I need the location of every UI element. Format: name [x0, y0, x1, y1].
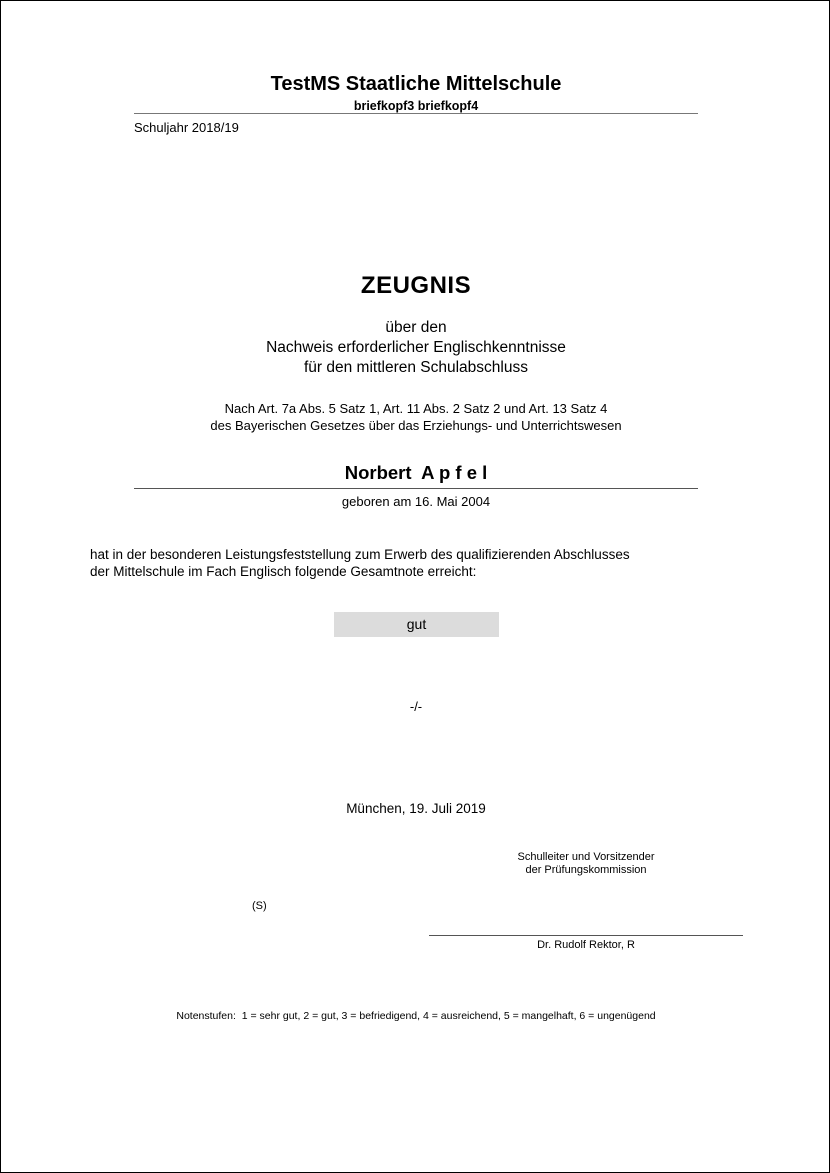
subtitle-line: für den mittleren Schulabschluss [303, 359, 528, 376]
student-name: Norbert A p f e l [344, 462, 488, 483]
legal-basis [1, 400, 830, 434]
signer-role-line: Schulleiter und Vorsitzender [517, 851, 655, 863]
subtitle-line: über den [385, 319, 447, 336]
statement-line: der Mittelschule im Fach Englisch folgende Gesamtnote erreicht: [90, 564, 477, 579]
header-divider [134, 113, 698, 114]
legal-line: des Bayerischen Gesetzes über das Erziehungs- und Unterrichtswesen [210, 418, 622, 433]
certificate-subtitle [1, 318, 830, 378]
signer-name: Dr. Rudolf Rektor, R [537, 939, 635, 951]
seal-marker: (S) [252, 900, 267, 912]
grade-box: gut [334, 612, 499, 637]
subtitle-line: Nachweis erforderlicher Englischkenntnisse [266, 339, 566, 356]
signer-role [486, 851, 686, 877]
grading-scale: Notenstufen: 1 = sehr gut, 2 = gut, 3 = befriedigend, 4 = ausreichend, 5 = mangelhaft, 6 = ungenügend [176, 1010, 656, 1022]
achievement-statement [90, 546, 750, 580]
signer-role-line: der Prüfungskommission [525, 864, 647, 876]
birth-date: geboren am 16. Mai 2004 [341, 494, 491, 509]
name-divider [134, 488, 698, 489]
certificate-title: ZEUGNIS [360, 272, 472, 299]
school-year: Schuljahr 2018/19 [134, 120, 239, 135]
letterhead-line: briefkopf3 briefkopf4 [353, 99, 479, 113]
place-date: München, 19. Juli 2019 [346, 801, 486, 816]
legal-line: Nach Art. 7a Abs. 5 Satz 1, Art. 11 Abs. 2 Satz 2 und Art. 13 Satz 4 [224, 401, 608, 416]
signature-line [429, 935, 743, 936]
remark-field: -/- [409, 699, 423, 714]
school-name: TestMS Staatliche Mittelschule [270, 73, 562, 95]
statement-line: hat in der besonderen Leistungsfeststellung zum Erwerb des qualifizierenden Abschlusses [90, 547, 630, 562]
